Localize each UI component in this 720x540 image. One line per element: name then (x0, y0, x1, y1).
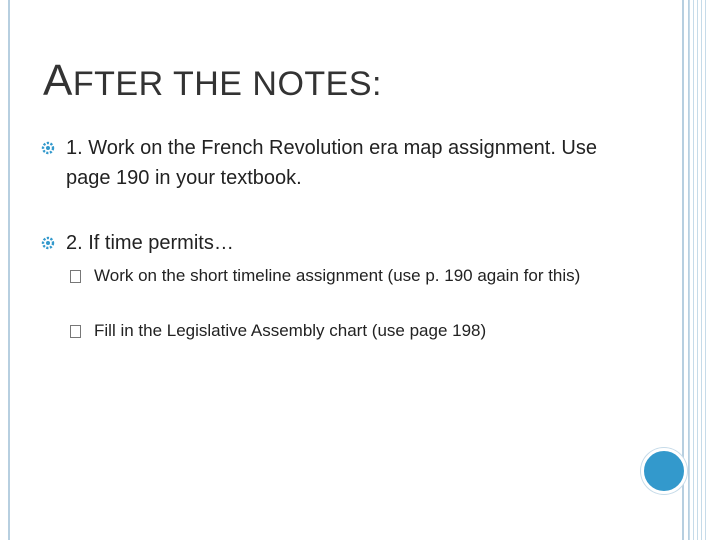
bullet-item-2-text: 2. If time permits… (66, 232, 234, 254)
box-bullet-icon (70, 270, 81, 283)
accent-circle-decoration (641, 448, 687, 494)
slide-title (43, 56, 382, 106)
bullet-item-1 (40, 133, 640, 193)
bullet-item-2 (40, 228, 640, 258)
slide-title-initial: A (43, 56, 73, 105)
gear-bullet-icon (40, 235, 56, 251)
gear-bullet-icon (40, 140, 56, 156)
sub-bullet-item-2-text: Fill in the Legislative Assembly chart (use page 198) (94, 321, 487, 340)
slide-title-rest: FTER THE NOTES: (72, 65, 382, 103)
left-frame-line (8, 0, 10, 540)
sub-bullet-item-1-text: Work on the short timeline assignment (use p. 190 again for this) (94, 266, 581, 285)
sub-bullet-item-2 (70, 319, 610, 343)
sub-bullet-item-1 (70, 264, 610, 288)
right-frame-inner-stripes (689, 0, 709, 540)
bullet-item-1-text: 1. Work on the French Revolution era map assignment. Use page 190 in your textbook. (66, 137, 597, 189)
box-bullet-icon (70, 325, 81, 338)
